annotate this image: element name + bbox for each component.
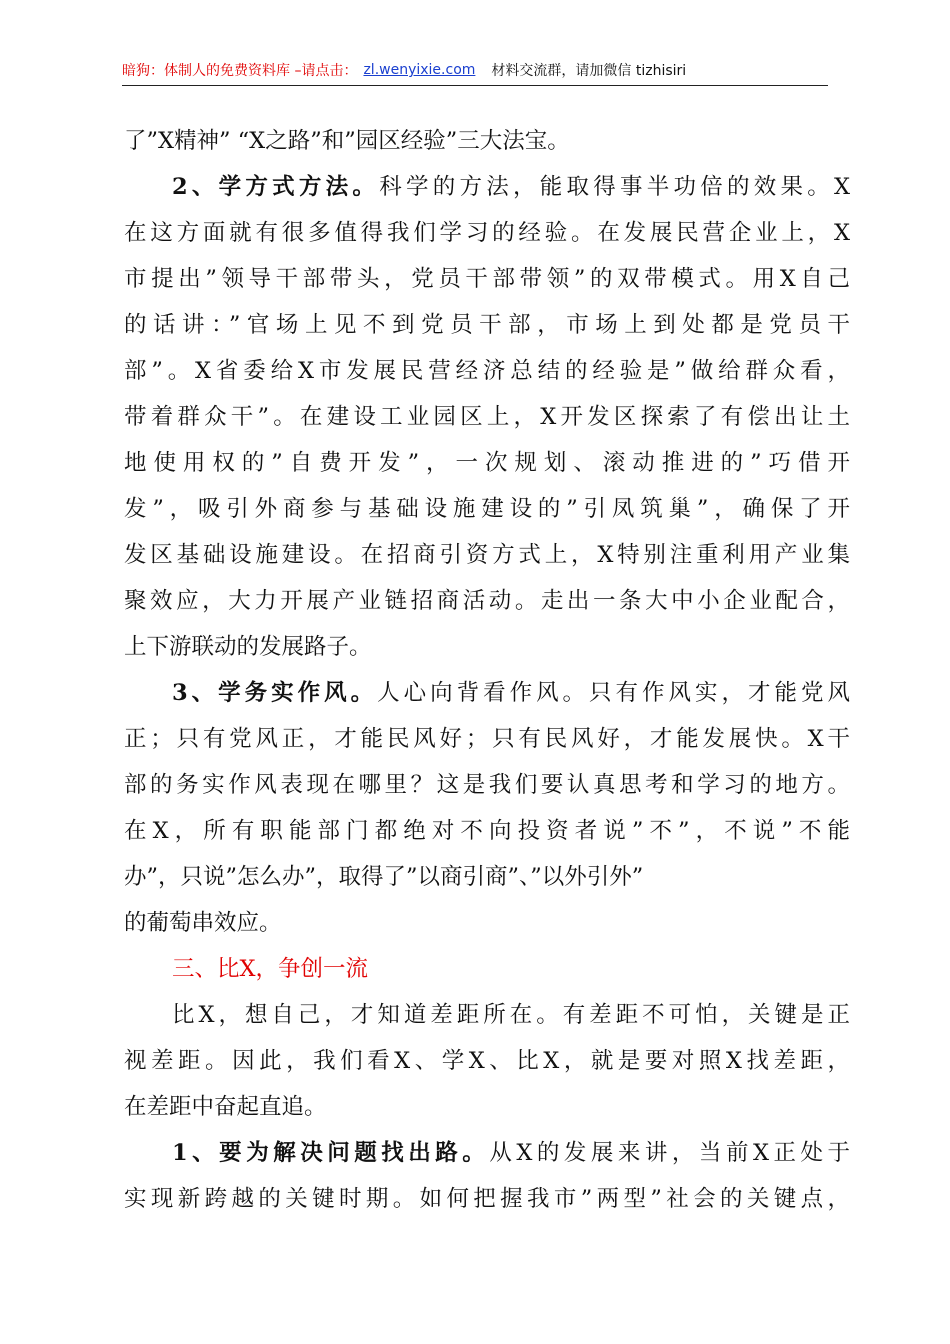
text-span: 科学的方法，能取得事半功倍的效果。X	[379, 174, 850, 200]
text-line: 上下游联动的发展路子。	[124, 634, 372, 660]
text-line: 发”，吸引外商参与基础设施建设的”引凤筑巢”，确保了开	[124, 496, 850, 522]
section-heading: 三、比X，争创一流	[172, 956, 369, 982]
header-divider	[122, 85, 828, 86]
text-line: 的葡萄串效应。	[124, 910, 282, 936]
text-line: 视差距。因此，我们看X、学X、比X，就是要对照X找差距，	[124, 1048, 850, 1074]
text-line: 办”，只说”怎么办”，取得了”以商引商”、”以外引外”	[124, 864, 644, 890]
text-line: 部的务实作风表现在哪里？这是我们要认真思考和学习的地方。	[124, 772, 850, 798]
paragraph-title: 2、学方式方法。	[172, 174, 380, 200]
text-line: 地使用权的”自费开发”，一次规划、滚动推进的”巧借开	[124, 450, 850, 476]
text-line: 比X，想自己，才知道差距所在。有差距不可怕，关键是正	[172, 1002, 850, 1028]
paragraph-first-line	[124, 1130, 850, 1176]
paragraph-first-line	[124, 670, 850, 716]
paragraph-title: 3、学务实作风。	[172, 680, 378, 706]
text-span: 从X的发展来讲，当前X正处于	[489, 1140, 851, 1166]
text-line: 了”X精神” “X之路”和”园区经验”三大法宝。	[124, 128, 570, 154]
text-line: 发区基础设施建设。在招商引资方式上，X特别注重利用产业集	[124, 542, 850, 568]
text-line: 带着群众干”。在建设工业园区上，X开发区探索了有偿出让土	[124, 404, 850, 430]
header-promo-text: 暗狗：体制人的免费资料库 –请点击：	[122, 63, 358, 79]
paragraph-first-line	[124, 164, 850, 210]
text-line: 在X，所有职能部门都绝对不向投资者说”不”，不说”不能	[124, 818, 850, 844]
text-line: 正；只有党风正，才能民风好；只有民风好，才能发展快。X干	[124, 726, 850, 752]
header-link[interactable]: zl.wenyixie.com	[363, 62, 476, 78]
text-line: 市提出”领导干部带头，党员干部带领”的双带模式。用X自己	[124, 266, 850, 292]
text-line: 实现新跨越的关键时期。如何把握我市”两型”社会的关键点，	[124, 1186, 850, 1212]
text-line: 部”。X省委给X市发展民营经济总结的经验是”做给群众看，	[124, 358, 850, 384]
text-line: 在差距中奋起直追。	[124, 1094, 327, 1120]
header-wechat-text: 材料交流群，请加微信 tizhisiri	[491, 63, 687, 79]
page-header	[122, 58, 828, 82]
text-line: 聚效应，大力开展产业链招商活动。走出一条大中小企业配合，	[124, 588, 850, 614]
text-line: 在这方面就有很多值得我们学习的经验。在发展民营企业上，X	[124, 220, 850, 246]
text-line: 的话讲：”官场上见不到党员干部，市场上到处都是党员干	[124, 312, 850, 338]
text-span: 人心向背看作风。只有作风实，才能党风	[377, 680, 850, 706]
paragraph-title: 1、要为解决问题找出路。	[172, 1140, 490, 1166]
document-body	[124, 118, 850, 1222]
